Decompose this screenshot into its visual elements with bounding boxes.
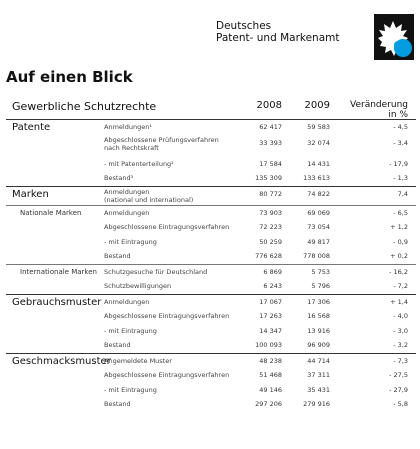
subsection-title: Nationale Marken	[20, 208, 82, 217]
value-2008: 72 223	[259, 223, 282, 231]
row-label-line2: nach Rechtskraft	[104, 143, 159, 152]
value-2008: 48 238	[259, 356, 282, 365]
section-title: Geschmacksmuster	[12, 355, 111, 367]
page-title: Auf einen Blick	[6, 68, 133, 86]
table-row	[6, 368, 416, 383]
section-patente	[6, 120, 416, 186]
value-2008: 62 417	[259, 123, 282, 131]
row-label: - mit Eintragung	[104, 326, 157, 335]
subsection-title: Internationale Marken	[20, 267, 97, 276]
row-label: Anmeldungen	[104, 208, 150, 217]
value-2008: 33 393	[259, 138, 282, 147]
page-header	[0, 0, 420, 64]
table-row	[6, 324, 416, 339]
table-row	[6, 295, 416, 310]
value-2009: 5 753	[311, 267, 330, 276]
value-2009: 778 008	[303, 252, 330, 260]
table-title: Gewerbliche Schutzrechte	[12, 100, 157, 113]
value-change: - 7,3	[393, 356, 408, 365]
value-change: + 0,2	[390, 252, 408, 260]
section-nationale-marken	[6, 206, 416, 264]
row-label: Bestand	[104, 252, 131, 260]
section-geschmacksmuster	[6, 354, 416, 412]
value-2008: 297 206	[255, 400, 282, 408]
row-label: Bestand³	[104, 174, 134, 182]
row-label: - mit Eintragung	[104, 385, 157, 394]
row-label: Angemeldete Muster	[104, 356, 172, 365]
value-2009: 16 568	[307, 312, 330, 320]
row-label: - mit Patenterteilung²	[104, 159, 174, 168]
section-marken	[6, 187, 416, 205]
table-row	[6, 157, 416, 172]
row-label: Bestand	[104, 400, 131, 408]
table-row	[6, 249, 416, 264]
value-2009: 59 583	[307, 123, 330, 131]
value-2008: 73 903	[259, 208, 282, 217]
table-header	[6, 97, 416, 119]
section-gebrauchsmuster	[6, 295, 416, 353]
row-label: Bestand	[104, 341, 131, 349]
row-label: Schutzgesuche für Deutschland	[104, 267, 208, 276]
value-2009: 279 916	[303, 400, 330, 408]
table-row	[6, 309, 416, 324]
table-row	[6, 235, 416, 250]
column-header-change-line1: Veränderung	[350, 100, 408, 110]
value-change: - 5,8	[393, 400, 408, 408]
column-header-change	[326, 100, 408, 120]
value-change: - 17,9	[389, 159, 408, 168]
value-2009: 5 796	[311, 282, 330, 290]
value-change: - 3,4	[393, 138, 408, 147]
value-2008: 80 772	[259, 189, 282, 198]
row-label: Schutzbewilligungen	[104, 282, 172, 290]
value-2009: 73 054	[307, 223, 330, 231]
value-2009: 44 714	[307, 356, 330, 365]
value-2009: 17 306	[307, 297, 330, 306]
value-change: - 7,2	[393, 282, 408, 290]
dpma-logo-icon	[372, 12, 416, 62]
table-row	[6, 187, 416, 205]
value-2008: 6 869	[263, 267, 282, 276]
value-2009: 32 074	[307, 138, 330, 147]
value-2008: 14 347	[259, 326, 282, 335]
table-row	[6, 171, 416, 186]
value-change: - 1,3	[393, 174, 408, 182]
row-label-line2: (national und international)	[104, 195, 194, 204]
value-change: - 4,5	[393, 123, 408, 131]
value-2008: 17 584	[259, 159, 282, 168]
statistics-table	[6, 97, 416, 412]
value-2008: 776 628	[255, 252, 282, 260]
row-label	[104, 136, 219, 152]
value-2009: 49 817	[307, 237, 330, 246]
row-label: Abgeschlossene Eintragungsverfahren	[104, 223, 230, 231]
row-label: - mit Eintragung	[104, 237, 157, 246]
table-row	[6, 383, 416, 398]
table-row	[6, 354, 416, 369]
value-2008: 100 093	[255, 341, 282, 349]
organization-name-line1: Deutsches	[216, 20, 272, 32]
value-2009: 69 069	[307, 208, 330, 217]
column-header-change-line2: in %	[388, 110, 408, 120]
row-label-line1: Abgeschlossene Prüfungsverfahren	[104, 135, 219, 144]
value-2009: 96 909	[307, 341, 330, 349]
row-label: Abgeschlossene Eintragungsverfahren	[104, 312, 230, 320]
value-change: - 3,0	[393, 326, 408, 335]
row-label: Anmeldungen	[104, 297, 150, 306]
value-change: - 3,2	[393, 341, 408, 349]
table-row	[6, 397, 416, 412]
value-change: - 4,0	[393, 312, 408, 320]
section-title: Patente	[12, 122, 51, 133]
value-change: 7,4	[397, 189, 408, 198]
table-row	[6, 120, 416, 135]
table-row	[6, 135, 416, 157]
value-2009: 14 431	[307, 159, 330, 168]
value-change: - 16,2	[389, 267, 408, 276]
organization-name-line2: Patent- und Markenamt	[216, 32, 340, 44]
value-2008: 51 468	[259, 371, 282, 379]
value-2009: 133 613	[303, 174, 330, 182]
value-2009: 74 822	[307, 189, 330, 198]
table-row	[6, 220, 416, 235]
table-row	[6, 206, 416, 221]
section-internationale-marken	[6, 265, 416, 294]
row-label: Anmeldungen¹	[104, 123, 152, 131]
section-title: Gebrauchsmuster	[12, 296, 102, 308]
value-2008: 17 067	[259, 297, 282, 306]
value-2009: 13 916	[307, 326, 330, 335]
value-2009: 35 431	[307, 385, 330, 394]
table-row	[6, 279, 416, 294]
column-header-2009: 2009	[304, 100, 330, 111]
value-change: + 1,4	[390, 297, 408, 306]
row-label: Abgeschlossene Eintragungsverfahren	[104, 371, 230, 379]
table-row	[6, 265, 416, 280]
value-2009: 37 311	[307, 371, 330, 379]
row-label-line1: Anmeldungen	[104, 187, 150, 196]
value-2008: 6 243	[263, 282, 282, 290]
value-2008: 135 309	[255, 174, 282, 182]
value-change: - 0,9	[393, 237, 408, 246]
column-header-2008: 2008	[256, 100, 282, 111]
section-title: Marken	[12, 188, 49, 200]
value-change: + 1,2	[390, 223, 408, 231]
value-2008: 49 146	[259, 385, 282, 394]
value-2008: 50 259	[259, 237, 282, 246]
value-change: - 27,5	[389, 371, 408, 379]
value-2008: 17 263	[259, 312, 282, 320]
value-change: - 6,5	[393, 208, 408, 217]
row-label	[104, 188, 193, 204]
table-row	[6, 338, 416, 353]
organization-name	[216, 20, 340, 44]
value-change: - 27,9	[389, 385, 408, 394]
